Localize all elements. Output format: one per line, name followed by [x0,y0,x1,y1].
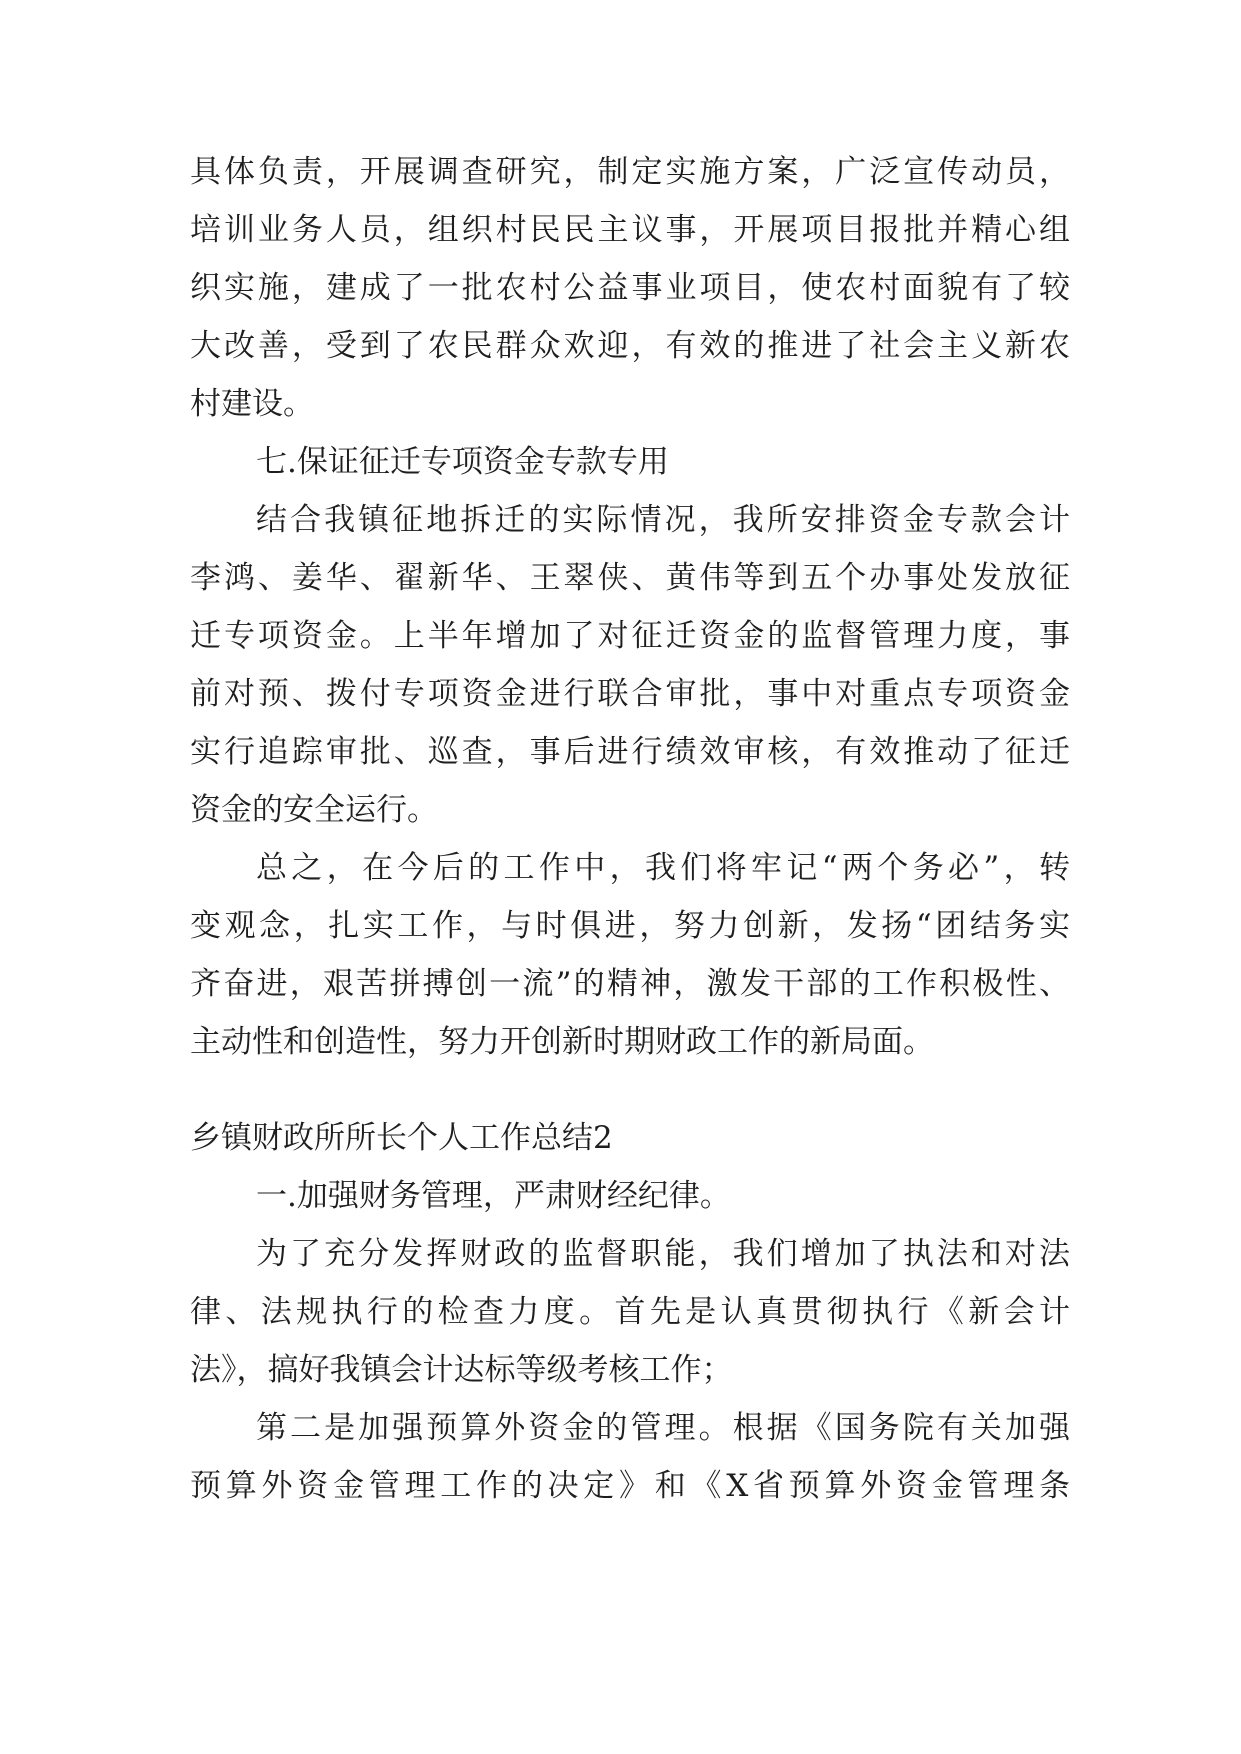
text-line: 法》，搞好我镇会计达标等级考核工作； [190,1352,733,1388]
document-title: 乡镇财政所所长个人工作总结2 [190,1120,613,1156]
section-heading: 七.保证征迁专项资金专款专用 [256,444,669,480]
text-line: 村建设。 [190,386,314,422]
text-line: 为了充分发挥财政的监督职能，我们增加了执法和对法 [256,1236,1070,1272]
text-line: 大改善，受到了农民群众欢迎，有效的推进了社会主义新农 [190,328,1070,364]
text-line: 李鸿、姜华、翟新华、王翠侠、黄伟等到五个办事处发放征 [190,560,1070,596]
section-heading: 一.加强财务管理，严肃财经纪律。 [256,1178,731,1214]
text-line: 具体负责，开展调查研究，制定实施方案，广泛宣传动员， [190,154,1070,190]
text-line: 第二是加强预算外资金的管理。根据《国务院有关加强 [256,1410,1070,1446]
text-line: 齐奋进，艰苦拼搏创一流”的精神，激发干部的工作积极性、 [190,966,1070,1002]
text-line: 培训业务人员，组织村民民主议事，开展项目报批并精心组 [190,212,1070,248]
text-line: 织实施，建成了一批农村公益事业项目，使农村面貌有了较 [190,270,1070,306]
text-line: 实行追踪审批、巡查，事后进行绩效审核，有效推动了征迁 [190,734,1070,770]
text-line: 预算外资金管理工作的决定》和《X省预算外资金管理条 [190,1468,1070,1504]
text-line: 前对预、拨付专项资金进行联合审批，事中对重点专项资金 [190,676,1070,712]
text-line: 结合我镇征地拆迁的实际情况，我所安排资金专款会计 [256,502,1070,538]
text-line: 总之，在今后的工作中，我们将牢记“两个务必”，转 [256,850,1070,886]
text-line: 资金的安全运行。 [190,792,438,828]
text-line: 主动性和创造性，努力开创新时期财政工作的新局面。 [190,1024,934,1060]
text-line: 迁专项资金。上半年增加了对征迁资金的监督管理力度，事 [190,618,1070,654]
text-line: 律、法规执行的检查力度。首先是认真贯彻执行《新会计 [190,1294,1070,1330]
text-line: 变观念，扎实工作，与时俱进，努力创新，发扬“团结务实 [190,908,1070,944]
